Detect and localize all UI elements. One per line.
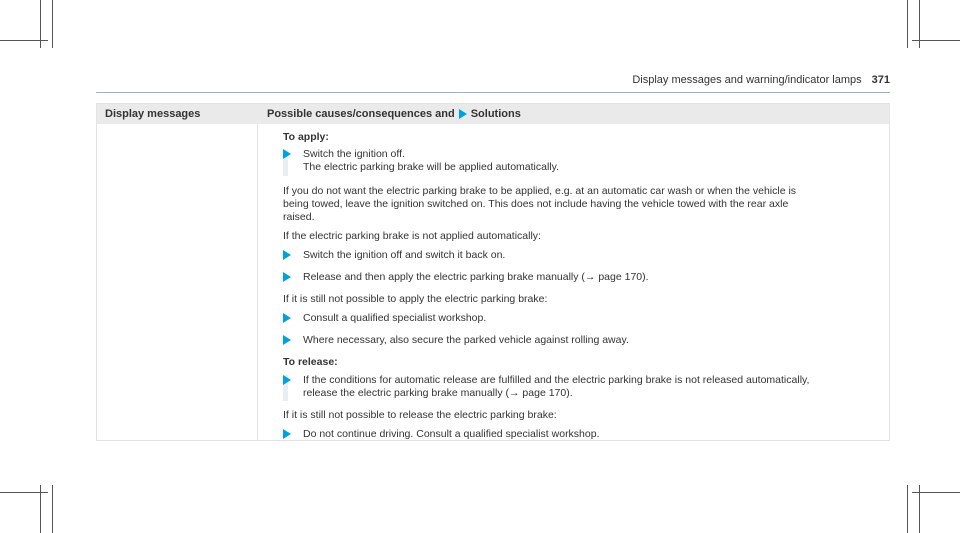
paragraph: If it is still not possible to release the electric parking brake: <box>283 409 557 421</box>
step-text: Switch the ignition off and switch it back on. <box>303 249 506 261</box>
step-text: Release and then apply the electric parking brake manually (→ page 170). <box>303 271 649 283</box>
step-text: Where necessary, also secure the parked vehicle against rolling away. <box>303 334 629 346</box>
col-header-display-messages: Display messages <box>105 108 201 120</box>
arrow-right-icon <box>283 149 291 159</box>
crop-mark <box>907 0 908 48</box>
section-title: Display messages and warning/indicator lamps <box>632 74 862 86</box>
paragraph-line: raised. <box>283 211 315 223</box>
header-rule <box>96 92 890 93</box>
step-text: Switch the ignition off. <box>303 148 405 160</box>
crop-mark <box>912 492 960 493</box>
col-header-solutions: Solutions <box>470 108 521 120</box>
arrow-right-icon <box>283 375 291 385</box>
apply-title: To apply: <box>283 131 329 143</box>
arrow-right-icon <box>283 429 291 439</box>
crop-mark <box>0 492 48 493</box>
step-text: Consult a qualified specialist workshop. <box>303 312 487 324</box>
paragraph: If the electric parking brake is not applied automatically: <box>283 230 541 242</box>
step-text-continued: release the electric parking brake manually (→ page 170). <box>303 387 573 399</box>
crop-mark <box>52 485 53 533</box>
running-header <box>632 74 890 86</box>
release-title: To release: <box>283 356 338 368</box>
paragraph-line: being towed, leave the ignition switched on. This does not include having the vehicle towed with the rear axle <box>283 198 789 210</box>
step-text: Do not continue driving. Consult a qualified specialist workshop. <box>303 428 600 440</box>
arrow-right-icon <box>283 250 291 260</box>
page-number: 371 <box>871 74 890 86</box>
arrow-right-icon <box>283 313 291 323</box>
crop-mark <box>52 0 53 48</box>
paragraph: If it is still not possible to apply the electric parking brake: <box>283 293 548 305</box>
arrow-right-icon <box>283 335 291 345</box>
table-cell-solutions <box>97 104 889 440</box>
step-result: The electric parking brake will be applied automatically. <box>303 161 560 173</box>
step-text: If the conditions for automatic release are fulfilled and the electric parking brake is not released automatically, <box>303 374 810 386</box>
crop-mark <box>912 40 960 41</box>
messages-table <box>96 103 890 441</box>
col-header-causes-text: Possible causes/consequences and <box>267 108 455 120</box>
paragraph-line: If you do not want the electric parking brake to be applied, e.g. at an automatic car wash or when the vehicle is <box>283 185 797 197</box>
arrow-right-icon <box>283 272 291 282</box>
crop-mark <box>0 40 48 41</box>
crop-mark <box>907 485 908 533</box>
